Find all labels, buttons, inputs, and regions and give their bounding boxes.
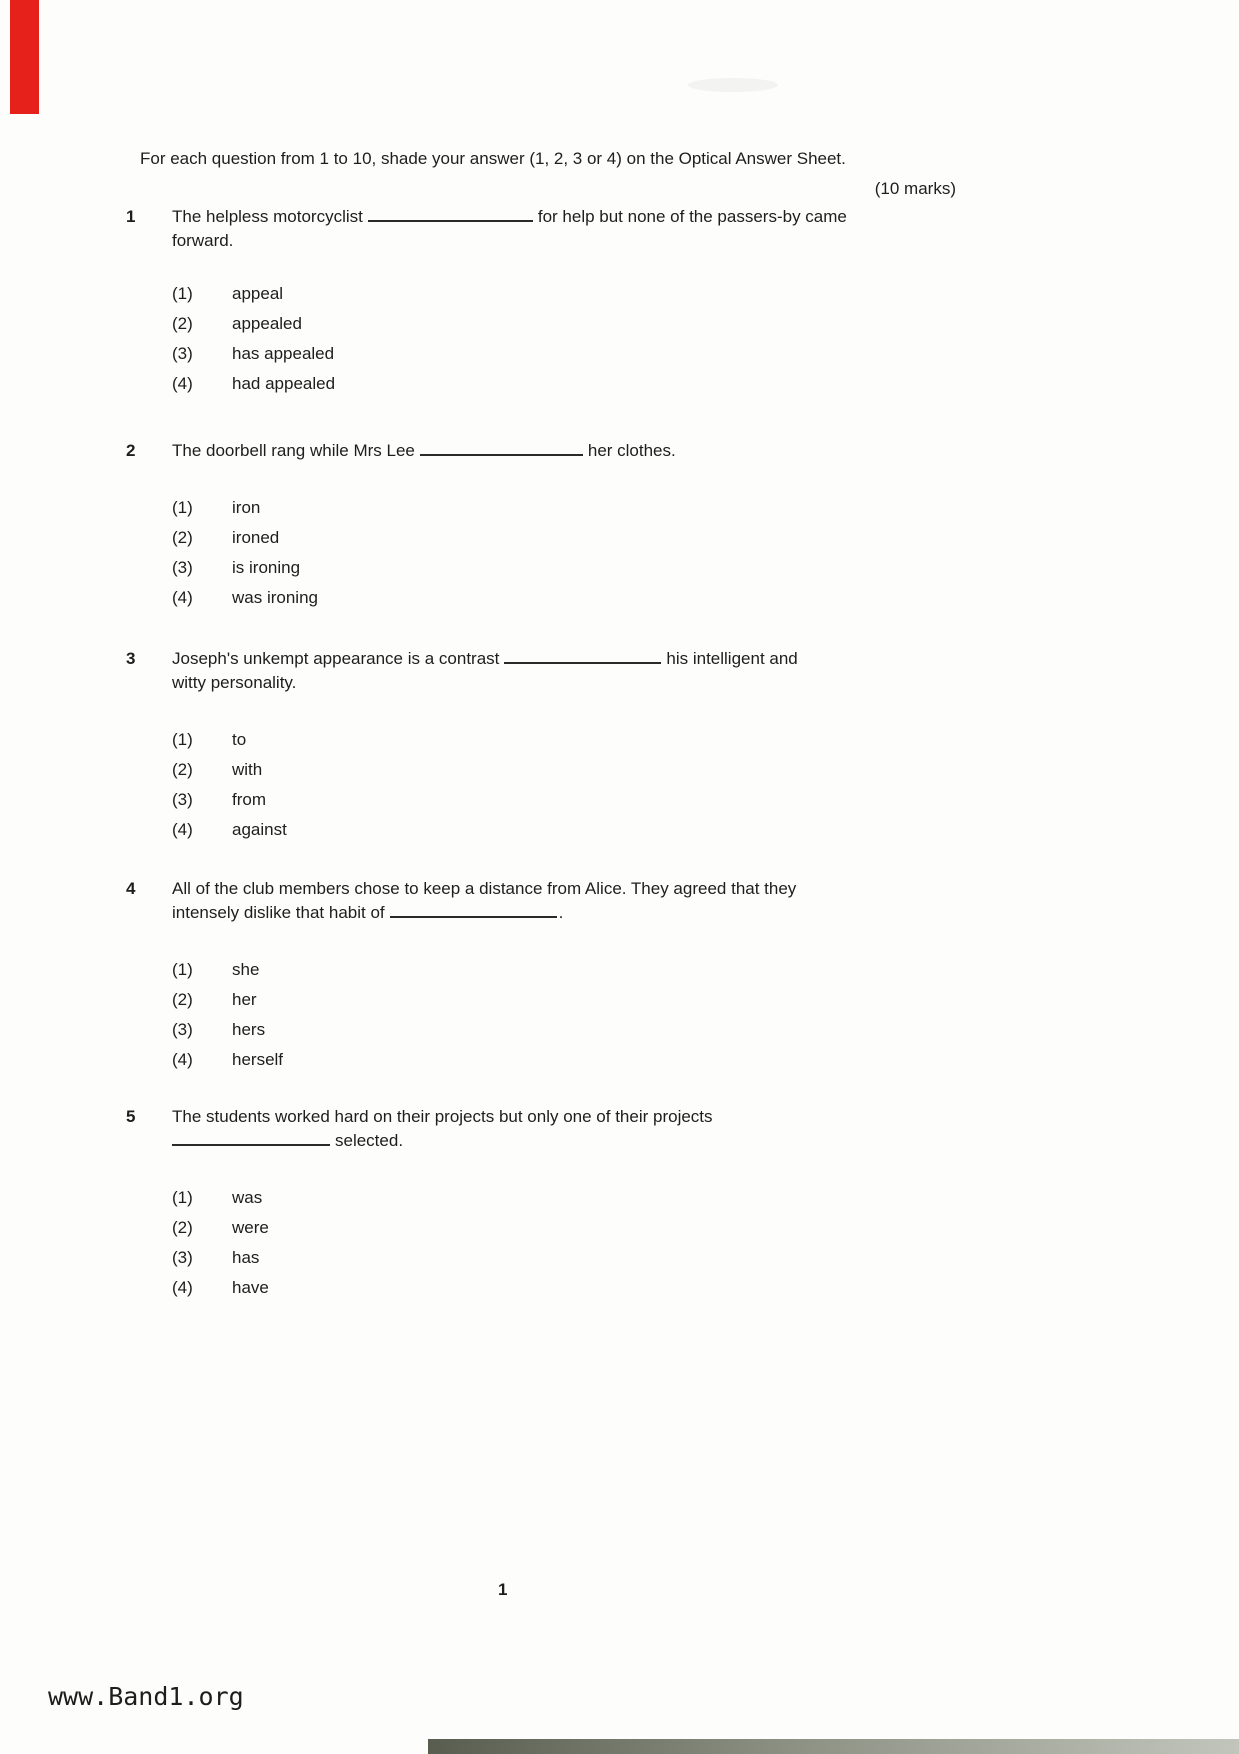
page-number: 1 <box>498 1580 508 1599</box>
option-row <box>172 279 956 309</box>
option-number: (1) <box>172 498 193 517</box>
option-label: has <box>232 1248 260 1267</box>
option-number: (1) <box>172 1188 193 1207</box>
question-5 <box>126 1105 956 1303</box>
option-row <box>172 1183 956 1213</box>
question-text-segment: Joseph's unkempt appearance is a contrast <box>172 649 500 668</box>
scan-smudge <box>688 78 778 92</box>
question-3 <box>126 647 956 845</box>
option-number: (2) <box>172 528 193 547</box>
option-number: (2) <box>172 760 193 779</box>
option-label: appeal <box>232 284 284 303</box>
option-label: has appealed <box>232 344 335 363</box>
question-text-segment: for help but none of the passers-by came <box>537 207 847 226</box>
option-number: (3) <box>172 1248 193 1267</box>
question-1 <box>126 205 956 399</box>
option-number: (2) <box>172 314 193 333</box>
option-row <box>172 1015 956 1045</box>
option-label: herself <box>232 1050 284 1069</box>
question-text-segment: The doorbell rang while Mrs Lee <box>172 441 415 460</box>
option-row <box>172 1045 956 1075</box>
question-body <box>172 439 956 613</box>
options-list <box>172 1183 956 1303</box>
question-2 <box>126 439 956 613</box>
options-list <box>172 493 956 613</box>
option-label: ironed <box>232 528 280 547</box>
option-row <box>172 1273 956 1303</box>
option-number: (3) <box>172 790 193 809</box>
question-body <box>172 877 956 1075</box>
option-row <box>172 553 956 583</box>
answer-blank <box>390 902 557 918</box>
question-body <box>172 205 956 399</box>
option-number: (1) <box>172 960 193 979</box>
option-number: (4) <box>172 820 193 839</box>
red-margin-stripe <box>10 0 39 114</box>
option-label: from <box>232 790 266 809</box>
option-number: (4) <box>172 1278 193 1297</box>
answer-blank <box>420 440 583 456</box>
option-number: (3) <box>172 344 193 363</box>
option-number: (2) <box>172 1218 193 1237</box>
option-row <box>172 785 956 815</box>
option-label: have <box>232 1278 269 1297</box>
exam-content <box>126 147 956 1303</box>
option-row <box>172 1243 956 1273</box>
option-label: against <box>232 820 287 839</box>
option-label: she <box>232 960 260 979</box>
option-row <box>172 309 956 339</box>
option-number: (4) <box>172 1050 193 1069</box>
option-number: (2) <box>172 990 193 1009</box>
option-label: to <box>232 730 247 749</box>
option-label: had appealed <box>232 374 336 393</box>
option-label: appealed <box>232 314 302 333</box>
question-text <box>172 647 956 695</box>
option-row <box>172 815 956 845</box>
question-text-segment: The students worked hard on their projects but only one of their projects <box>172 1107 713 1126</box>
option-label: her <box>232 990 257 1009</box>
option-row <box>172 583 956 613</box>
option-label: with <box>232 760 263 779</box>
question-number: 4 <box>126 879 136 898</box>
option-row <box>172 523 956 553</box>
option-label: was ironing <box>232 588 318 607</box>
bottom-scan-bar <box>428 1739 1239 1754</box>
question-text <box>172 205 956 253</box>
question-text-segment: her clothes. <box>587 441 676 460</box>
marks-label: (10 marks) <box>874 179 956 198</box>
question-text-segment: witty personality. <box>172 673 297 692</box>
option-label: iron <box>232 498 261 517</box>
question-number: 3 <box>126 649 136 668</box>
option-label: was <box>232 1188 263 1207</box>
option-label: is ironing <box>232 558 301 577</box>
answer-blank <box>504 648 661 664</box>
question-number: 1 <box>126 207 136 226</box>
options-list <box>172 279 956 399</box>
question-text-segment: intensely dislike that habit of <box>172 903 385 922</box>
question-4 <box>126 877 956 1075</box>
option-number: (3) <box>172 558 193 577</box>
option-row <box>172 1213 956 1243</box>
question-text <box>172 1105 956 1153</box>
option-number: (3) <box>172 1020 193 1039</box>
option-row <box>172 369 956 399</box>
option-label: hers <box>232 1020 266 1039</box>
option-number: (4) <box>172 374 193 393</box>
option-row <box>172 493 956 523</box>
question-text-segment: All of the club members chose to keep a distance from Alice. They agreed that they <box>172 879 797 898</box>
question-number: 2 <box>126 441 136 460</box>
option-row <box>172 955 956 985</box>
instruction-text: For each question from 1 to 10, shade your answer (1, 2, 3 or 4) on the Optical Answer Sheet. <box>140 149 846 168</box>
option-row <box>172 755 956 785</box>
question-text-segment: forward. <box>172 231 234 250</box>
option-row <box>172 985 956 1015</box>
question-text-segment: selected. <box>335 1131 404 1150</box>
option-row <box>172 725 956 755</box>
option-number: (4) <box>172 588 193 607</box>
question-body <box>172 1105 956 1303</box>
question-body <box>172 647 956 845</box>
option-row <box>172 339 956 369</box>
question-number: 5 <box>126 1107 136 1126</box>
option-number: (1) <box>172 284 193 303</box>
question-text-segment: his intelligent and <box>666 649 798 668</box>
question-text-segment: . <box>558 903 564 922</box>
question-text <box>172 877 956 925</box>
footer-website-url: www.Band1.org <box>48 1682 244 1711</box>
answer-blank <box>172 1130 330 1146</box>
options-list <box>172 725 956 845</box>
options-list <box>172 955 956 1075</box>
answer-blank <box>368 206 533 222</box>
option-label: were <box>232 1218 269 1237</box>
question-text <box>172 439 956 463</box>
question-text-segment: The helpless motorcyclist <box>172 207 363 226</box>
option-number: (1) <box>172 730 193 749</box>
